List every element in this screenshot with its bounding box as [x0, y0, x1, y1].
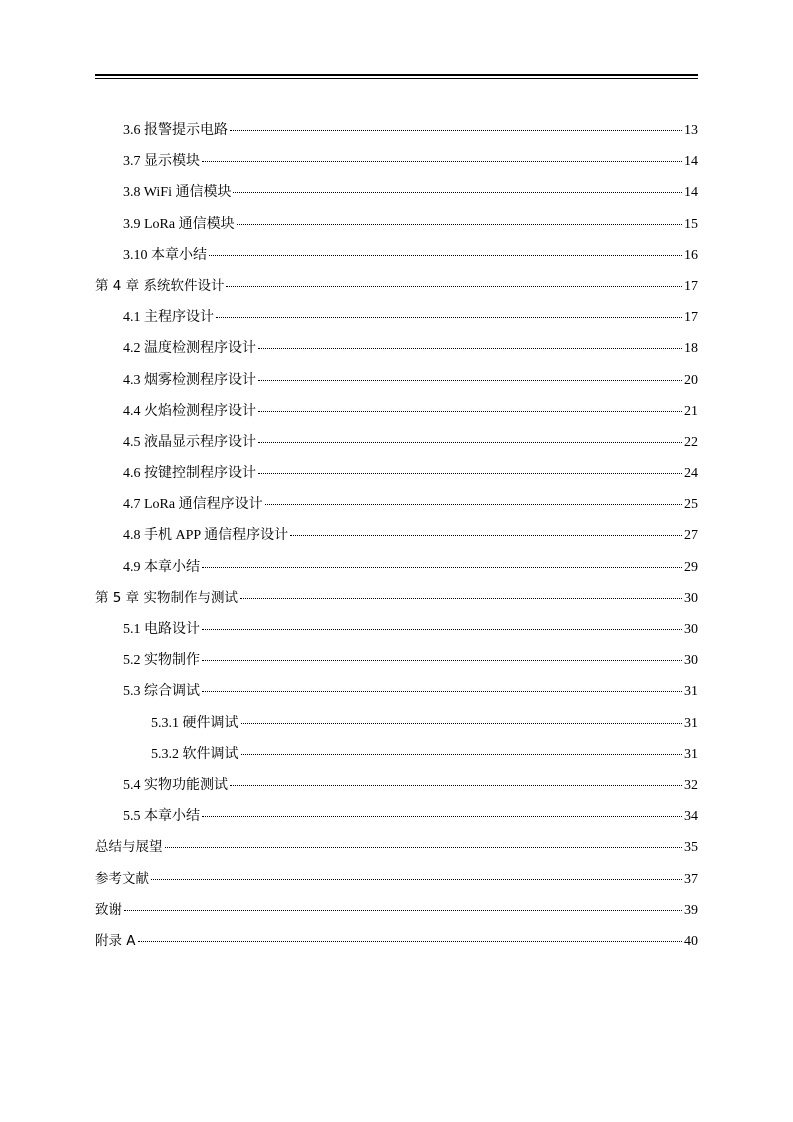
toc-leader	[202, 567, 682, 568]
toc-entry-label: 第 4 章 系统软件设计	[95, 277, 225, 294]
toc-leader	[202, 629, 682, 630]
toc-entry-label: 3.6 报警提示电路	[123, 123, 228, 138]
toc-entry-label: 4.4 火焰检测程序设计	[123, 403, 256, 419]
toc-entry[interactable]	[95, 115, 698, 146]
toc-entry-page: 40	[684, 933, 698, 949]
toc-entry-page: 15	[684, 216, 698, 232]
toc-leader	[258, 411, 682, 412]
toc-entry-page: 17	[684, 278, 698, 294]
toc-entry-label: 4.9 本章小结	[123, 559, 200, 575]
toc-entry-page: 29	[684, 559, 698, 575]
toc-leader	[216, 317, 682, 318]
toc-entry[interactable]	[95, 458, 698, 489]
toc-entry-label: 5.1 电路设计	[123, 622, 200, 637]
toc-entry[interactable]	[95, 520, 698, 551]
toc-entry[interactable]	[95, 209, 698, 240]
toc-leader	[230, 785, 682, 786]
toc-entry-page: 31	[684, 746, 698, 762]
toc-entry[interactable]	[95, 552, 698, 583]
toc-entry-page: 25	[684, 497, 698, 513]
toc-leader	[202, 691, 682, 692]
toc-leader	[202, 660, 682, 661]
toc-entry-page: 37	[684, 871, 698, 887]
toc-entry-label: 致谢	[95, 901, 122, 918]
toc-entry-page: 31	[684, 684, 698, 700]
toc-entry-label: 参考文献	[95, 870, 149, 887]
toc-entry-page: 34	[684, 809, 698, 825]
toc-subentry[interactable]	[95, 708, 698, 739]
toc-entry-page: 30	[684, 590, 698, 606]
toc-chapter-entry[interactable]	[95, 583, 698, 614]
toc-leader	[230, 130, 682, 131]
toc-entry-label: 5.5 本章小结	[123, 809, 200, 825]
toc-entry-label: 3.9 LoRa 通信模块	[123, 216, 235, 232]
toc-entry-label: 第 5 章 实物制作与测试	[95, 589, 238, 606]
toc-entry-page: 16	[684, 247, 698, 263]
toc-entry-label: 总结与展望	[95, 839, 163, 856]
toc-leader	[209, 255, 682, 256]
toc-entry-page: 18	[684, 341, 698, 357]
toc-entry-page: 13	[684, 123, 698, 138]
toc-entry-label: 4.1 主程序设计	[123, 310, 214, 326]
toc-entry-label: 4.2 温度检测程序设计	[123, 341, 256, 357]
toc-leader	[138, 941, 682, 942]
toc-entry-page: 14	[684, 185, 698, 201]
header-rule-thin	[95, 78, 698, 79]
toc-entry-label: 4.6 按键控制程序设计	[123, 466, 256, 482]
toc-leader	[258, 348, 682, 349]
toc-entry-label: 5.4 实物功能测试	[123, 777, 228, 793]
toc-entry[interactable]	[95, 770, 698, 801]
toc-entry[interactable]	[95, 177, 698, 208]
toc-chapter-entry[interactable]	[95, 864, 698, 895]
toc-entry[interactable]	[95, 676, 698, 707]
header-rule-thick	[95, 74, 698, 76]
toc-leader	[241, 754, 683, 755]
toc-entry-page: 30	[684, 653, 698, 669]
toc-entry-page: 35	[684, 840, 698, 856]
toc-entry[interactable]	[95, 365, 698, 396]
toc-leader	[165, 847, 683, 848]
toc-entry-label: 4.5 液晶显示程序设计	[123, 434, 256, 450]
toc-entry-label: 3.8 WiFi 通信模块	[123, 185, 232, 201]
toc-leader	[290, 535, 682, 536]
toc-leader	[241, 723, 683, 724]
toc-entry-label: 5.3 综合调试	[123, 684, 200, 700]
toc-entry-page: 39	[684, 902, 698, 918]
toc-entry-label: 4.3 烟雾检测程序设计	[123, 372, 256, 388]
toc-leader	[258, 442, 682, 443]
toc-entry-label: 4.8 手机 APP 通信程序设计	[123, 528, 289, 544]
toc-leader	[237, 224, 682, 225]
toc-leader	[226, 286, 682, 287]
toc-entry[interactable]	[95, 801, 698, 832]
toc-entry-label: 附录 A	[95, 932, 136, 949]
toc-entry-label: 3.10 本章小结	[123, 247, 207, 263]
toc-leader	[258, 473, 682, 474]
toc-leader	[202, 816, 682, 817]
toc-entry-page: 17	[684, 310, 698, 326]
toc-entry-label: 3.7 显示模块	[123, 154, 200, 170]
toc-leader	[124, 910, 682, 911]
toc-chapter-entry[interactable]	[95, 926, 698, 957]
toc-entry-page: 14	[684, 154, 698, 170]
toc-entry-page: 30	[684, 622, 698, 637]
toc-entry-page: 20	[684, 372, 698, 388]
toc-leader	[233, 192, 682, 193]
toc-leader	[258, 380, 682, 381]
toc-entry[interactable]	[95, 396, 698, 427]
toc-leader	[240, 598, 682, 599]
toc-entry-page: 32	[684, 777, 698, 793]
toc-entry-page: 31	[684, 715, 698, 731]
toc-subentry[interactable]	[95, 739, 698, 770]
toc-entry[interactable]	[95, 146, 698, 177]
toc-entry[interactable]	[95, 240, 698, 271]
toc-entry[interactable]	[95, 645, 698, 676]
toc-entry[interactable]	[95, 489, 698, 520]
toc-chapter-entry[interactable]	[95, 895, 698, 926]
toc-entry-page: 21	[684, 403, 698, 419]
toc-leader	[202, 161, 682, 162]
toc-entry-page: 24	[684, 466, 698, 482]
toc-entry-label: 4.7 LoRa 通信程序设计	[123, 497, 263, 513]
toc-entry-label: 5.2 实物制作	[123, 653, 200, 669]
toc-entry-label: 5.3.2 软件调试	[151, 746, 239, 762]
toc-entry-label: 5.3.1 硬件调试	[151, 715, 239, 731]
toc-entry[interactable]	[95, 427, 698, 458]
toc-leader	[151, 879, 682, 880]
toc-entry-page: 22	[684, 434, 698, 450]
toc-entry[interactable]	[95, 302, 698, 333]
toc-leader	[265, 504, 682, 505]
toc-chapter-entry[interactable]	[95, 271, 698, 302]
table-of-contents	[95, 115, 698, 957]
toc-entry-page: 27	[684, 528, 698, 544]
toc-chapter-entry[interactable]	[95, 832, 698, 863]
toc-entry[interactable]	[95, 333, 698, 364]
toc-entry[interactable]	[95, 614, 698, 645]
